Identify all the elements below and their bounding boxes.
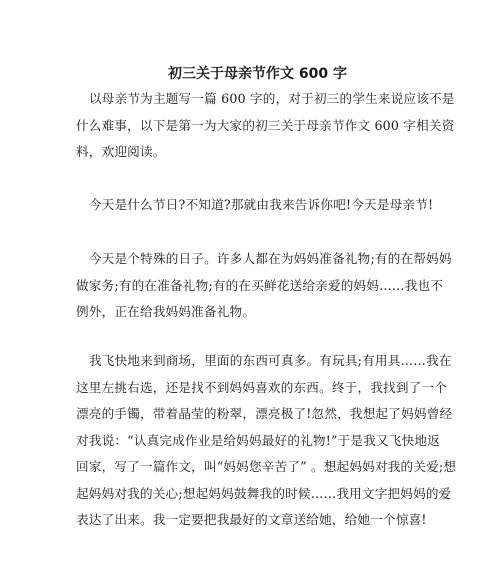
paragraph-opening [76, 192, 448, 219]
text-line: 今天是个特殊的日子。许多人都在为妈妈准备礼物;有的在帮妈妈 [89, 251, 452, 266]
text-line: 我飞快地来到商场，里面的东西可真多。有玩具;有用具……我在 [89, 353, 452, 368]
text-line: 料，欢迎阅读。 [76, 144, 166, 159]
paragraph-intro [76, 86, 455, 166]
text-line: 这里左挑右选，还是找不到妈妈喜欢的东西。终于，我找到了一个 [76, 379, 448, 395]
text-line: 今天是什么节日?不知道?那就由我来告诉你吧!今天是母亲节! [89, 197, 434, 212]
text-line: 漂亮的手镯，带着晶莹的粉翠，漂亮极了!忽然，我想起了妈妈曾经 [76, 406, 453, 421]
text-line: 以母亲节为主题写一篇 600 字的，对于初三的学生来说应该不是 [89, 91, 455, 106]
text-line: 什么难事，以下是第一为大家的初三关于母亲节作文 600 字相关资 [76, 117, 455, 133]
paragraph-shopping [76, 348, 457, 534]
text-line: 表达了出来。我一定要把我最好的文章送给她，给她一个惊喜! [76, 512, 427, 527]
text-line: 回家，写了一篇作文，叫“妈妈您辛苦了” 。想起妈妈对我的关爱;想 [76, 459, 457, 474]
paragraph-special-day [76, 246, 452, 326]
text-line: 例外，正在给我妈妈准备礼物。 [76, 304, 256, 319]
text-line: 起妈妈对我的关心;想起妈妈鼓舞我的时候……我用文字把妈妈的爱 [76, 485, 452, 501]
text-line: 做家务;有的在准备礼物;有的在买鲜花送给亲爱的妈妈……我也不 [76, 277, 444, 293]
text-line: 对我说：“认真完成作业是给妈妈最好的礼物!”于是我又飞快地返 [76, 432, 440, 448]
page-title: 初三关于母亲节作文 600 字 [168, 66, 347, 82]
page-bottom-fade [0, 530, 500, 566]
